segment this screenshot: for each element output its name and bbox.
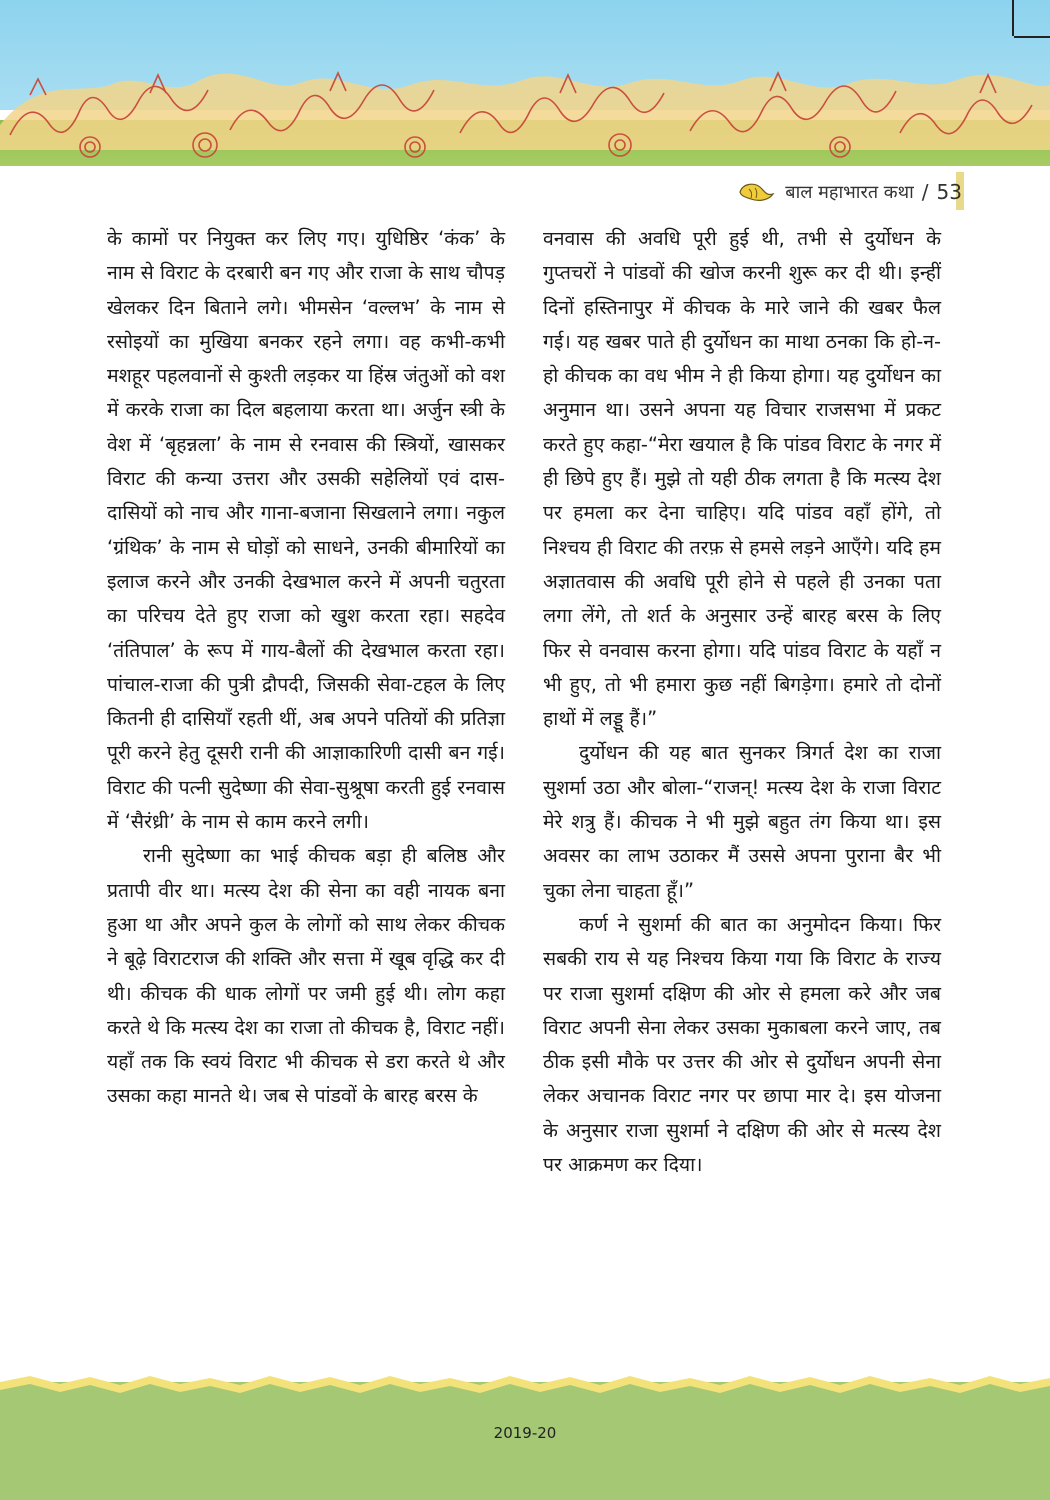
footer-wavy-edge — [0, 1372, 1050, 1402]
conch-ornament-icon — [737, 180, 777, 204]
paragraph: दुर्योधन की यह बात सुनकर त्रिगर्त देश का राजा सुशर्मा उठा और बोला-“राजन्! मत्स्य देश के राजा विराट मेरे शत्रु हैं। कीचक ने भी मुझे बहुत तंग किया था। इस अवसर का लाभ उठाकर मैं उससे अपना पुराना बैर भी चुका लेना चाहता हूँ।” — [543, 741, 941, 902]
paragraph: वनवास की अवधि पूरी हुई थी, तभी से दुर्योधन के गुप्तचरों ने पांडवों की खोज करनी शुरू कर दी थी। इन्हीं दिनों हस्तिनापुर में कीचक के मारे जाने की खबर फैल गई। यह खबर पाते ही दुर्योधन का माथा ठनका कि हो-न-हो कीचक का वध भीम ने ही किया होगा। यह दुर्योधन का अनुमान था। उसने अपना यह विचार राजसभा में प्रकट करते हुए कहा-“मेरा खयाल है कि पांडव विराट के नगर में ही छिपे हुए हैं। मुझे तो यही ठीक लगता है कि मत्स्य देश पर हमला कर देना चाहिए। यदि पांडव वहाँ होंगे, तो निश्चय ही विराट की तरफ़ से हमसे लड़ने आएँगे। यदि हम अज्ञातवास की अवधि पूरी होने से पहले ही उनका पता लगा लेंगे, तो शर्त के अनुसार उन्हें बारह बरस के लिए फिर से वनवास करना होगा। यदि पांडव विराट के यहाँ न भी हुए, तो भी हमारा कुछ नहीं बिगड़ेगा। हमारे तो दोनों हाथों में लड्डू हैं।” — [543, 227, 941, 731]
crop-mark-top-right-h — [1014, 36, 1050, 38]
paragraph: के कामों पर नियुक्त कर लिए गए। युधिष्ठिर ‘कंक’ के नाम से विराट के दरबारी बन गए और राजा के साथ चौपड़ खेलकर दिन बिताने लगे। भीमसेन ‘वल्लभ’ के नाम से रसोइयों का मुखिया बनकर रहने लगा। वह कभी-कभी मशहूर पहलवानों से कुश्ती लड़कर या हिंस्र जंतुओं को वश में करके राजा का दिल बहलाया करता था। अर्जुन स्त्री के वेश में ‘बृहन्नला’ के नाम से रनवास की स्त्रियों, खासकर विराट की कन्या उत्तरा और उसकी सहेलियों एवं दास-दासियों को नाच और गाना-बजाना सिखलाने लगा। नकुल ‘ग्रंथिक’ के नाम से घोड़ों को साधने, उनकी बीमारियों का इलाज करने और उनकी देखभाल करने में अपनी चतुरता का परिचय देते हुए राजा को खुश करता रहा। सहदेव ‘तंतिपाल’ के रूप में गाय-बैलों की देखभाल करता रहा। पांचाल-राजा की पुत्री द्रौपदी, जिसकी सेवा-टहल के लिए कितनी ही दासियाँ रहती थीं, अब अपने पतियों की प्रतिज्ञा पूरी करने हेतु दूसरी रानी की आज्ञाकारिणी दासी बन गई। विराट की पत्नी सुदेष्णा की सेवा-सुश्रूषा करती हुई रनवास में ‘सैरंध्री’ के नाम से काम करने लगी। — [107, 227, 505, 834]
left-text-column — [107, 222, 505, 1114]
footer-year: 2019-20 — [493, 1424, 557, 1442]
paragraph: रानी सुदेष्णा का भाई कीचक बड़ा ही बलिष्ठ और प्रतापी वीर था। मत्स्य देश की सेना का वही नायक बना हुआ था और अपने कुल के लोगों को साथ लेकर कीचक ने बूढ़े विराटराज की शक्ति और सत्ता में खूब वृद्धि कर दी थी। कीचक की धाक लोगों पर जमी हुई थी। लोग कहा करते थे कि मत्स्य देश का राजा तो कीचक है, विराट नहीं। यहाँ तक कि स्वयं विराट भी कीचक से डरा करते थे और उसका कहा मानते थे। जब से पांडवों के बारह बरस के — [107, 844, 505, 1108]
page-number: 53 — [936, 180, 962, 204]
crop-mark-top-right — [1012, 0, 1014, 36]
running-header — [737, 176, 962, 208]
paragraph: कर्ण ने सुशर्मा की बात का अनुमोदन किया। फिर सबकी राय से यह निश्चय किया गया कि विराट के राज्य पर राजा सुशर्मा दक्षिण की ओर से हमला करे और जब विराट अपनी सेना लेकर उसका मुकाबला करने जाए, तब ठीक इसी मौके पर उत्तर की ओर से दुर्योधन अपनी सेना लेकर अचानक विराट नगर पर छापा मार दे। इस योजना के अनुसार राजा सुशर्मा ने दक्षिण की ओर से मत्स्य देश पर आक्रमण कर दिया। — [543, 912, 941, 1177]
right-text-column — [543, 222, 941, 1182]
book-title: बाल महाभारत कथा — [785, 182, 914, 203]
header-separator: / — [921, 180, 929, 204]
battle-frieze-illustration — [0, 55, 1050, 170]
